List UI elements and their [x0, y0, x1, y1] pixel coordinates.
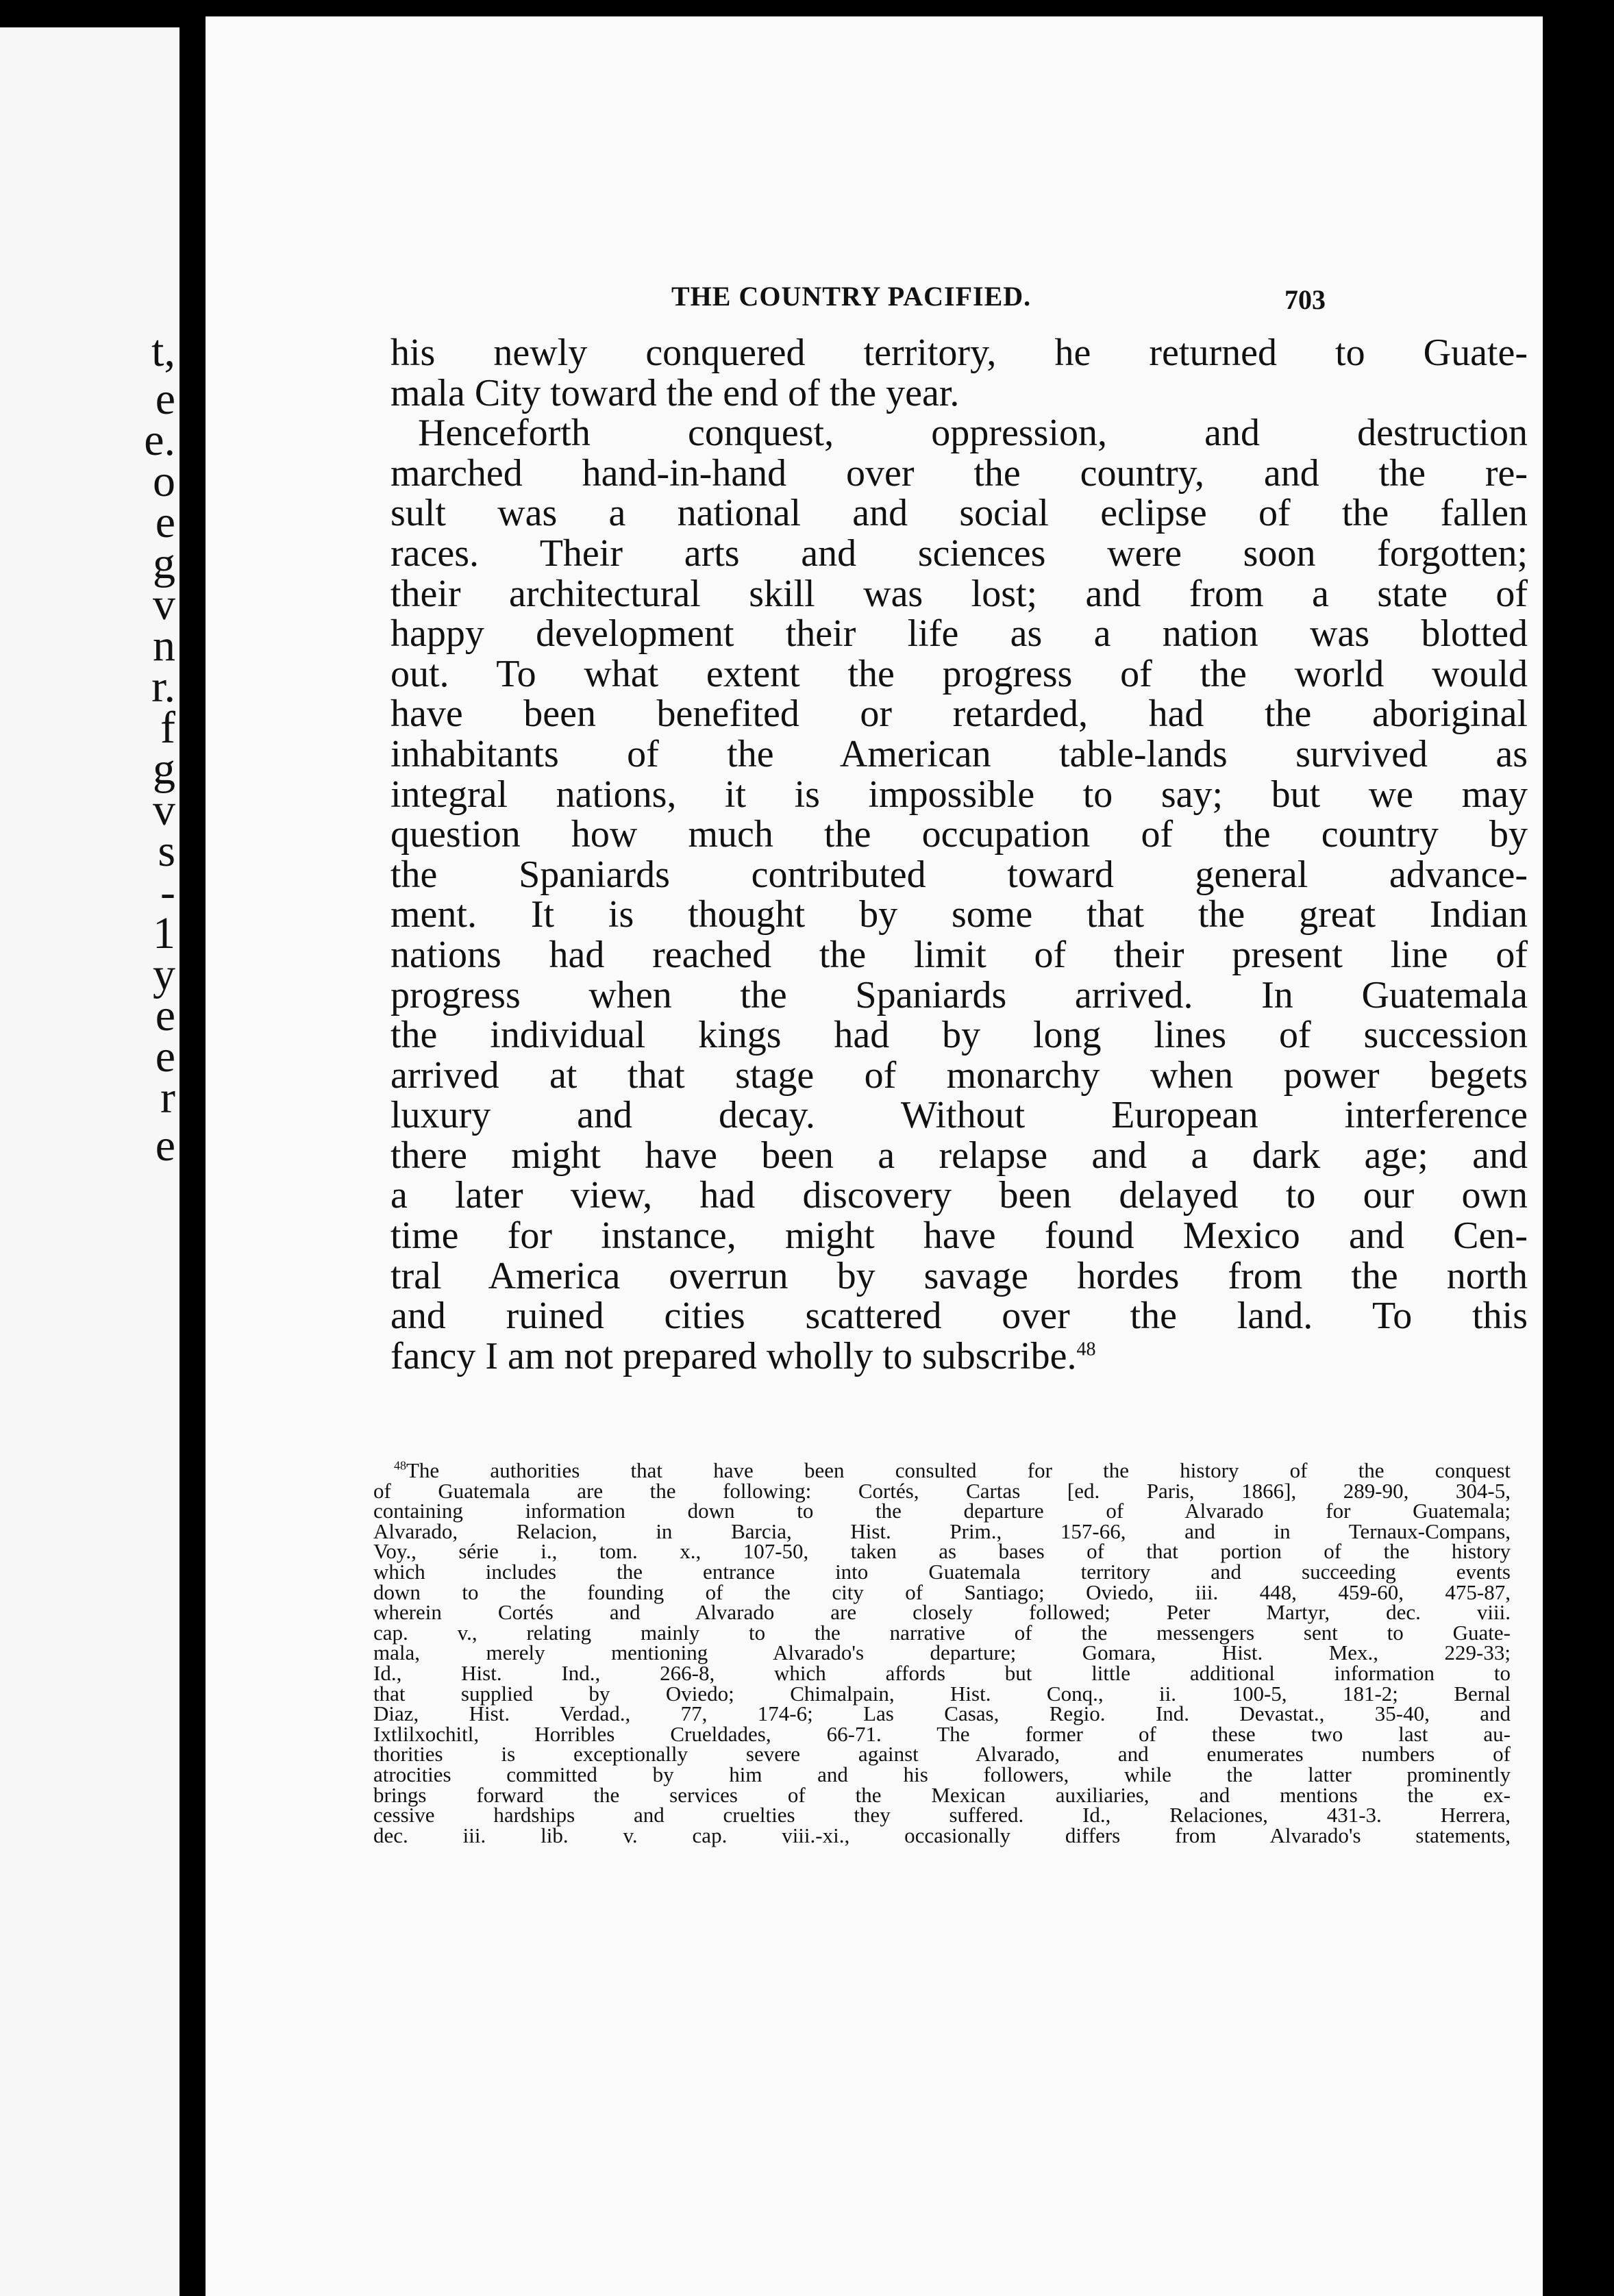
- footnote-line: brings forward the services of the Mexican auxiliaries, and mentions the ex-: [373, 1782, 1511, 1807]
- footnote-line-text: The authorities that have been consulted for the history of the conquest: [406, 1458, 1511, 1482]
- body-text: [390, 333, 1528, 1376]
- body-line: his newly conquered territory, he returned to Guate-: [390, 332, 1528, 374]
- footnote-line: Voy., série i., tom. x., 107-50, taken as bases of that portion of the history: [373, 1539, 1511, 1564]
- footnote-line: atrocities committed by him and his followers, while the latter prominently: [373, 1762, 1511, 1786]
- body-line: nations had reached the limit of their present line of: [390, 933, 1528, 976]
- running-head: THE COUNTRY PACIFIED.: [671, 281, 1032, 312]
- body-line: ment. It is thought by some that the great Indian: [390, 893, 1528, 936]
- page-number: 703: [1284, 284, 1326, 315]
- left-fragment: s: [158, 826, 175, 876]
- left-fragment: y: [153, 949, 175, 999]
- left-fragment: 1: [153, 908, 175, 958]
- body-line: tral America overrun by savage hordes from the north: [390, 1254, 1528, 1297]
- body-line: the Spaniards contributed toward general advance-: [390, 853, 1528, 896]
- body-line: Henceforth conquest, oppression, and destruction: [418, 412, 1528, 455]
- body-last-line: [390, 1336, 1528, 1377]
- footnote-line: Id., Hist. Ind., 266-8, which affords but little additional information to: [373, 1660, 1511, 1685]
- body-line: inhabitants of the American table-lands survived as: [390, 732, 1528, 775]
- left-fragment: f: [160, 703, 175, 753]
- left-fragment: r.: [151, 662, 175, 712]
- footnote-line: mala, merely mentioning Alvarado's departure; Gomara, Hist. Mex., 229-33;: [373, 1640, 1511, 1665]
- footnote-line: thorities is exceptionally severe against Alvarado, and enumerates numbers of: [373, 1742, 1511, 1767]
- footnote-line: of Guatemala are the following: Cortés, Cartas [ed. Paris, 1866], 289-90, 304-5,: [373, 1478, 1511, 1503]
- left-fragment: e: [155, 990, 175, 1040]
- body-line: the individual kings had by long lines of succession: [390, 1014, 1528, 1057]
- footnote: [373, 1460, 1511, 1845]
- footnote-line: cap. v., relating mainly to the narrative of the messengers sent to Guate-: [373, 1620, 1511, 1645]
- body-line: have been benefited or retarded, had the aboriginal: [390, 692, 1528, 736]
- left-fragment: r: [160, 1073, 175, 1123]
- footnote-line: dec. iii. lib. v. cap. viii.-xi., occasionally differs from Alvarado's statements,: [373, 1823, 1511, 1847]
- footnote-line: down to the founding of the city of Santiago; Oviedo, iii. 448, 459-60, 475-87,: [373, 1580, 1511, 1604]
- footnote-line: Diaz, Hist. Verdad., 77, 174-6; Las Casas, Regio. Ind. Devastat., 35-40, and: [373, 1701, 1511, 1726]
- body-line: time for instance, might have found Mexico and Cen-: [390, 1214, 1528, 1258]
- left-fragment: o: [153, 456, 175, 506]
- body-line: happy development their life as a nation was blotted: [390, 612, 1528, 656]
- body-line-text: fancy I am not prepared wholly to subscribe.: [390, 1334, 1077, 1377]
- left-fragment: g: [153, 744, 175, 794]
- body-line: races. Their arts and sciences were soon forgotten;: [390, 532, 1528, 575]
- left-fragment: t,: [151, 326, 175, 376]
- body-line: marched hand-in-hand over the country, and the re-: [390, 451, 1528, 495]
- body-line: sult was a national and social eclipse of the fallen: [390, 492, 1528, 535]
- left-fragment: e: [155, 1032, 175, 1082]
- body-line: their architectural skill was lost; and from a state of: [390, 572, 1528, 615]
- footnote-line: that supplied by Oviedo; Chimalpain, Hist. Conq., ii. 100-5, 181-2; Bernal: [373, 1681, 1511, 1706]
- left-fragment: v: [153, 785, 175, 835]
- footnote-line: cessive hardships and cruelties they suffered. Id., Relaciones, 431-3. Herrera,: [373, 1803, 1511, 1827]
- body-line: arrived at that stage of monarchy when power begets: [390, 1053, 1528, 1097]
- body-line: integral nations, it is impossible to say; but we may: [390, 773, 1528, 816]
- footnote-line: which includes the entrance into Guatemala territory and succeeding events: [373, 1559, 1511, 1584]
- body-line: a later view, had discovery been delayed to our own: [390, 1174, 1528, 1217]
- left-fragment: e: [155, 1121, 175, 1171]
- left-fragment: g: [153, 538, 175, 588]
- book-page: [206, 16, 1543, 2296]
- left-fragment: e: [155, 497, 175, 547]
- body-line: mala City toward the end of the year.: [390, 371, 960, 414]
- body-line: progress when the Spaniards arrived. In Guatemala: [390, 973, 1528, 1016]
- left-page-margin: [0, 27, 179, 2296]
- footnote-line: Ixtlilxochitl, Horribles Crueldades, 66-71. The former of these two last au-: [373, 1721, 1511, 1746]
- footnote-marker: 48: [394, 1458, 406, 1473]
- left-fragment: v: [153, 579, 175, 629]
- left-fragment: e: [155, 374, 175, 424]
- left-fragment: n: [153, 621, 175, 671]
- left-fragment: e.: [144, 415, 175, 465]
- body-line: luxury and decay. Without European interference: [390, 1094, 1528, 1137]
- footnote-first-line: [373, 1460, 1511, 1481]
- left-fragment: -: [160, 867, 175, 917]
- body-line: and ruined cities scattered over the land. To this: [390, 1295, 1528, 1338]
- footnote-line: Alvarado, Relacion, in Barcia, Hist. Prim., 157-66, and in Ternaux-Compans,: [373, 1519, 1511, 1543]
- footnote-line: wherein Cortés and Alvarado are closely followed; Peter Martyr, dec. viii.: [373, 1600, 1511, 1625]
- body-line: there might have been a relapse and a dark age; and: [390, 1134, 1528, 1177]
- footnote-line: containing information down to the departure of Alvarado for Guatemala;: [373, 1499, 1511, 1523]
- body-line: out. To what extent the progress of the world would: [390, 652, 1528, 695]
- body-line: question how much the occupation of the country by: [390, 813, 1528, 856]
- footnote-reference: 48: [1076, 1338, 1096, 1360]
